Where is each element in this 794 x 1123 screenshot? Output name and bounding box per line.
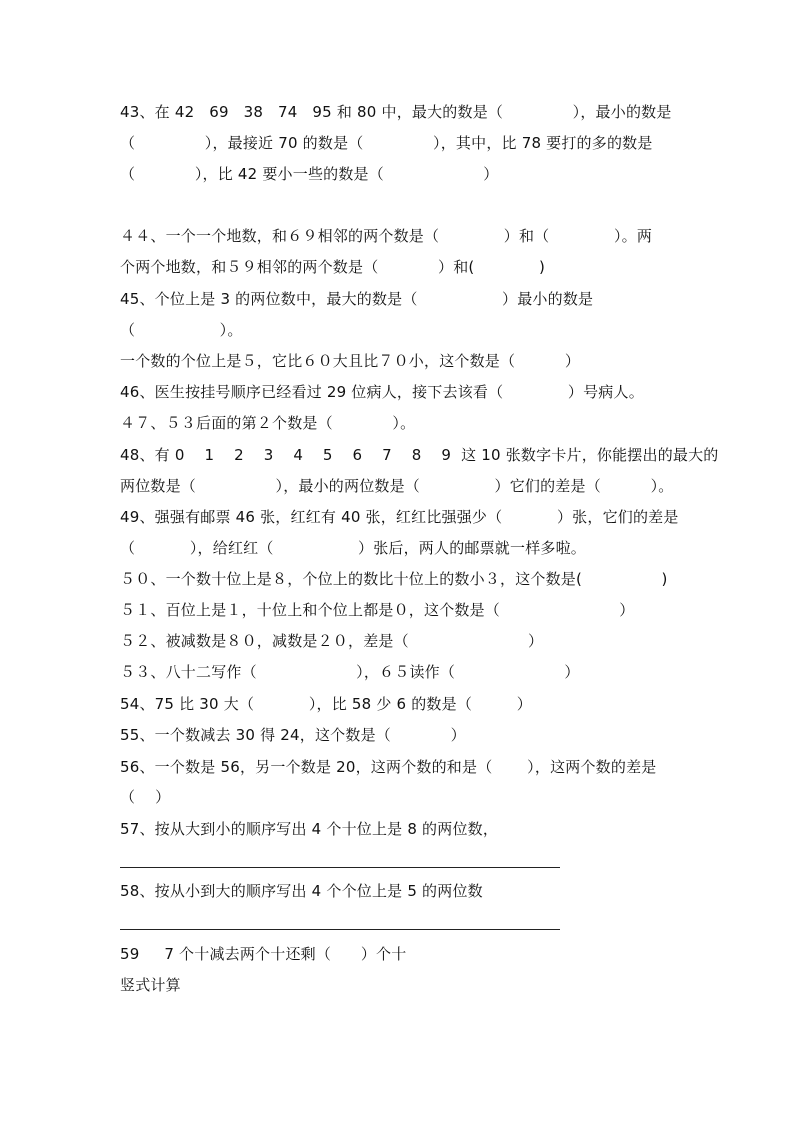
question-46-line: 46、医生按挂号顺序已经看过 29 位病人，接下去该看（ ）号病人。 [120, 383, 644, 401]
question-47-line: ４７、５３后面的第２个数是（ ）。 [120, 414, 416, 432]
question-50-line: ５０、一个数十位上是８，个位上的数比十位上的数小３，这个数是( ) [120, 570, 668, 588]
question-43-line-1: 43、在 42 69 38 74 95 和 80 中，最大的数是（ ），最小的数是 [120, 103, 672, 121]
question-45b-line: 一个数的个位上是５，它比６０大且比７０小，这个数是（ ） [120, 352, 581, 370]
question-44-line-2: 个两个地数，和５９相邻的两个数是（ ）和( ) [120, 258, 546, 276]
question-57-line: 57、按从大到小的顺序写出 4 个十位上是 8 的两位数， [120, 820, 499, 838]
question-48-line-2: 两位数是（ ），最小的两位数是（ ）它们的差是（ ）。 [120, 477, 674, 495]
question-43-line-3: （ ），比 42 要小一些的数是（ ） [120, 165, 499, 183]
question-59-line: 59 7 个十减去两个十还剩（ ）个十 [120, 945, 407, 963]
question-49-line-1: 49、强强有邮票 46 张，红红有 40 张，红红比强强少（ ）张，它们的差是 [120, 508, 679, 526]
answer-line-57[interactable] [120, 867, 560, 868]
question-49-line-2: （ ），给红红（ ）张后，两人的邮票就一样多啦。 [120, 539, 587, 557]
question-58-line: 58、按从小到大的顺序写出 4 个个位上是 5 的两位数 [120, 882, 483, 900]
question-45-line-2: （ ）。 [120, 321, 243, 339]
question-45-line-1: 45、个位上是 3 的两位数中，最大的数是（ ）最小的数是 [120, 290, 594, 308]
question-53-line: ５３、八十二写作（ ），６５读作（ ） [120, 663, 580, 681]
question-56-line-2: （ ） [120, 788, 171, 806]
section-heading-vertical-calc: 竖式计算 [120, 976, 181, 994]
question-48-line-1: 48、有 0 1 2 3 4 5 6 7 8 9 这 10 张数字卡片，你能摆出的最大的 [120, 446, 719, 464]
question-44-line-1: ４４、一个一个地数，和６９相邻的两个数是（ ）和（ ）。两 [120, 227, 653, 245]
question-52-line: ５２、被减数是８０，减数是２０，差是（ ） [120, 632, 544, 650]
question-55-line: 55、一个数减去 30 得 24，这个数是（ ） [120, 726, 466, 744]
question-54-line: 54、75 比 30 大（ ），比 58 少 6 的数是（ ） [120, 695, 532, 713]
answer-line-58[interactable] [120, 929, 560, 930]
question-51-line: ５１、百位上是１，十位上和个位上都是０，这个数是（ ） [120, 601, 635, 619]
question-56-line-1: 56、一个数是 56，另一个数是 20，这两个数的和是（ ），这两个数的差是 [120, 758, 657, 776]
question-43-line-2: （ ），最接近 70 的数是（ ），其中，比 78 要打的多的数是 [120, 134, 653, 152]
